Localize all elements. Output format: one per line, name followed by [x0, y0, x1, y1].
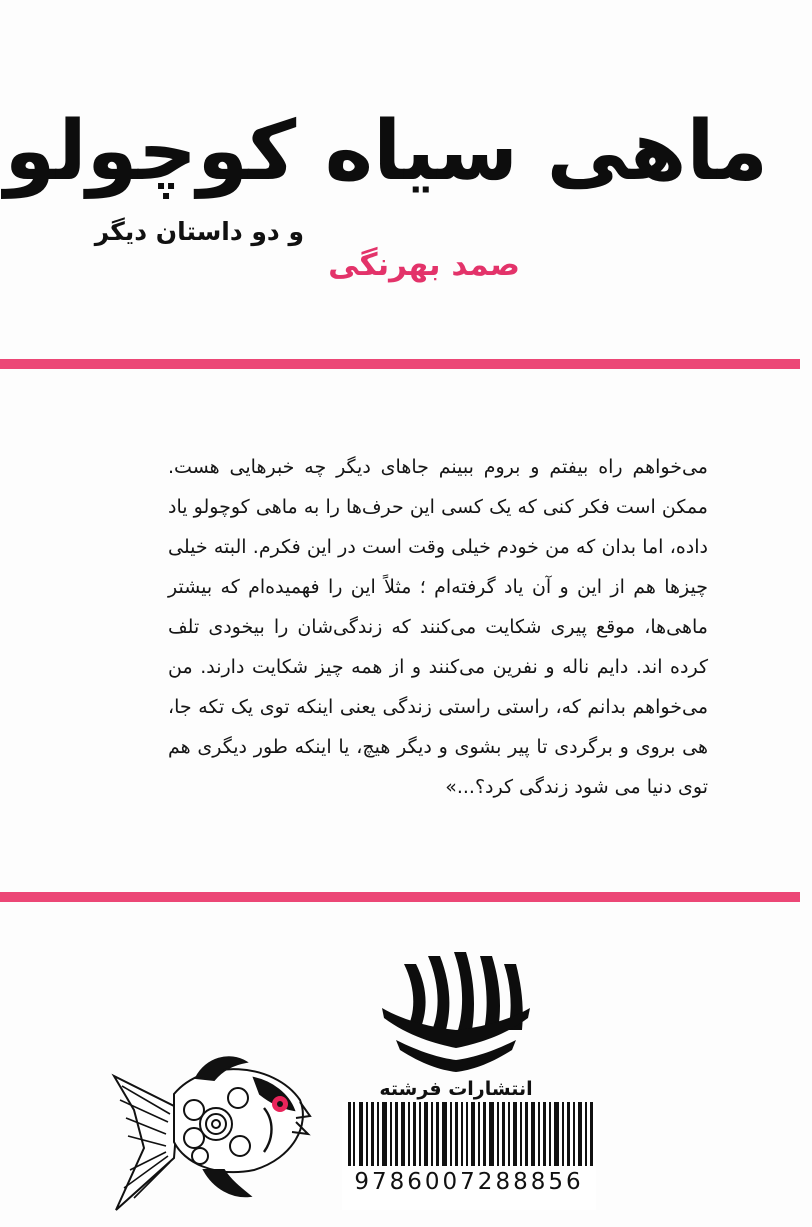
publisher-logo-icon: [376, 944, 536, 1079]
top-pink-rule: [0, 359, 800, 369]
publisher-name: انتشارات فرشته: [379, 1078, 533, 1100]
black-fish-icon: [104, 1038, 314, 1218]
author-name: صمد بهرنگی: [328, 247, 520, 283]
book-subtitle: و دو داستان دیگر: [94, 217, 304, 246]
book-title: ماهی سیاه کوچولو: [4, 104, 768, 199]
excerpt-text: می‌خواهم راه بیفتم و بروم ببینم جاهای دیگر چه خبرهایی هست. ممکن است فکر کنی که یک کسی این حرف‌ها را به ماهی کوچولو یاد داده، اما بدان که من خودم خیلی وقت است در این فکرم. البته خیلی چیزها هم از این و آن یاد گرفته‌ام ؛ مثلاً این را فهمیده‌ام که بیشتر ماهی‌ها، موقع پیری شکایت می‌کنند که زندگی‌شان را بیخودی تلف کرده اند. دایم ناله و نفرین می‌کنند و از همه چیز شکایت دارند. من می‌خواهم بدانم که، راستی راستی زندگی یعنی اینکه توی یک تکه جا، هی بروی و برگردی تا پیر بشوی و دیگر هیچ، یا اینکه طور دیگری هم توی دنیا می شود زندگی کرد؟...»: [168, 456, 708, 798]
bottom-pink-rule: [0, 892, 800, 902]
isbn-number: 9786007288856: [342, 1166, 596, 1198]
